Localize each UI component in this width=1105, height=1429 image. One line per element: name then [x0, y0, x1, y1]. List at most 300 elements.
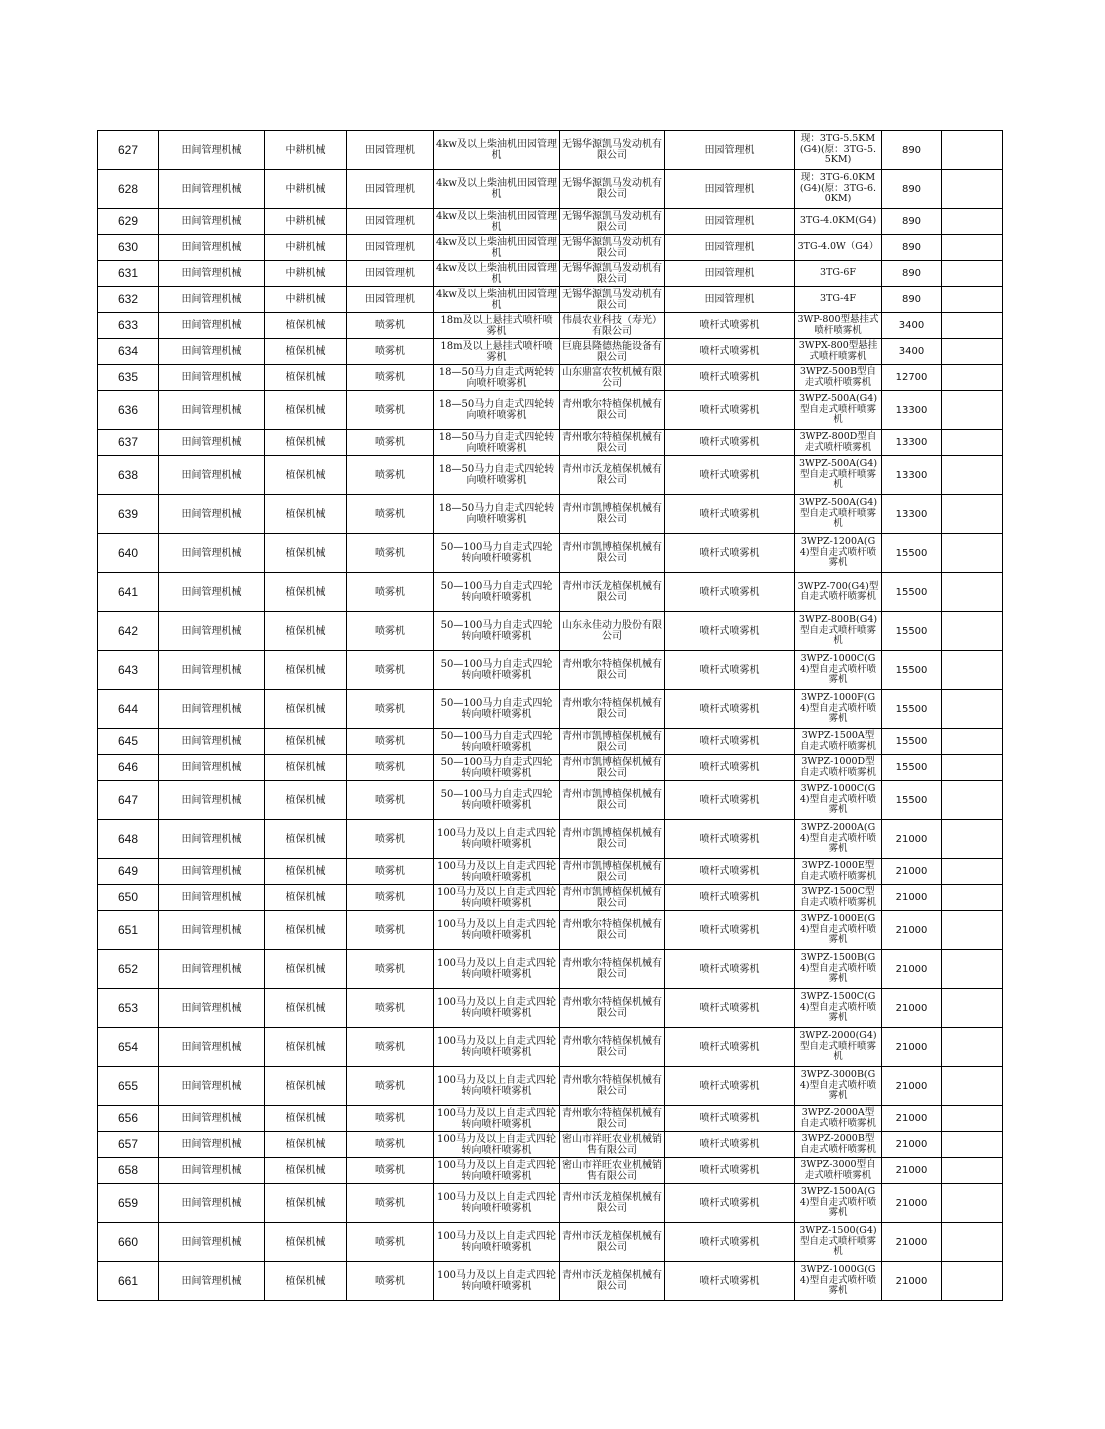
model-cell: 3WPZ-800B(G4)型自走式喷杆喷雾机 [795, 612, 882, 651]
manufacturer-cell: 青州歌尔特植保机械有限公司 [560, 950, 665, 989]
category-cell: 田间管理机械 [159, 1184, 265, 1223]
category-cell: 田间管理机械 [159, 287, 265, 313]
subcategory-cell: 植保机械 [265, 950, 347, 989]
remark-cell [942, 573, 1003, 612]
machine-type-cell: 喷杆式喷雾机 [665, 859, 795, 885]
machine-type-cell: 喷杆式喷雾机 [665, 573, 795, 612]
table-row [98, 989, 1003, 1028]
table-row [98, 1158, 1003, 1184]
row-number: 654 [98, 1028, 159, 1067]
subsidy-amount-cell: 21000 [882, 1132, 942, 1158]
grade-cell: 100马力及以上自走式四轮转向喷杆喷雾机 [434, 1223, 560, 1262]
item-cell: 喷雾机 [347, 1067, 434, 1106]
item-cell: 喷雾机 [347, 430, 434, 456]
manufacturer-cell: 密山市祥旺农业机械销售有限公司 [560, 1132, 665, 1158]
table-row [98, 729, 1003, 755]
table-row [98, 495, 1003, 534]
manufacturer-cell: 青州市沃龙植保机械有限公司 [560, 573, 665, 612]
manufacturer-cell: 青州市凯博植保机械有限公司 [560, 534, 665, 573]
remark-cell [942, 313, 1003, 339]
subcategory-cell: 植保机械 [265, 1106, 347, 1132]
grade-cell: 100马力及以上自走式四轮转向喷杆喷雾机 [434, 859, 560, 885]
item-cell: 田园管理机 [347, 209, 434, 235]
item-cell: 田园管理机 [347, 261, 434, 287]
grade-cell: 100马力及以上自走式四轮转向喷杆喷雾机 [434, 1184, 560, 1223]
remark-cell [942, 456, 1003, 495]
category-cell: 田间管理机械 [159, 339, 265, 365]
category-cell: 田间管理机械 [159, 391, 265, 430]
item-cell: 喷雾机 [347, 573, 434, 612]
row-number: 644 [98, 690, 159, 729]
grade-cell: 50—100马力自走式四轮转向喷杆喷雾机 [434, 729, 560, 755]
manufacturer-cell: 青州市凯博植保机械有限公司 [560, 755, 665, 781]
model-cell: 3WPZ-3000型自走式喷杆喷雾机 [795, 1158, 882, 1184]
model-cell: 3WPZ-2000(G4)型自走式喷杆喷雾机 [795, 1028, 882, 1067]
row-number: 641 [98, 573, 159, 612]
category-cell: 田间管理机械 [159, 365, 265, 391]
subcategory-cell: 植保机械 [265, 573, 347, 612]
item-cell: 喷雾机 [347, 1158, 434, 1184]
remark-cell [942, 911, 1003, 950]
table-row [98, 911, 1003, 950]
machine-type-cell: 田园管理机 [665, 170, 795, 209]
table-row [98, 430, 1003, 456]
remark-cell [942, 755, 1003, 781]
item-cell: 喷雾机 [347, 339, 434, 365]
remark-cell [942, 781, 1003, 820]
machine-type-cell: 喷杆式喷雾机 [665, 1184, 795, 1223]
subsidy-amount-cell: 21000 [882, 820, 942, 859]
subcategory-cell: 植保机械 [265, 859, 347, 885]
category-cell: 田间管理机械 [159, 612, 265, 651]
table-row [98, 534, 1003, 573]
subcategory-cell: 中耕机械 [265, 170, 347, 209]
row-number: 652 [98, 950, 159, 989]
model-cell: 3WPZ-500A(G4)型自走式喷杆喷雾机 [795, 391, 882, 430]
remark-cell [942, 859, 1003, 885]
machine-type-cell: 喷杆式喷雾机 [665, 781, 795, 820]
category-cell: 田间管理机械 [159, 430, 265, 456]
table-row [98, 1028, 1003, 1067]
model-cell: 3TG-4.0KM(G4) [795, 209, 882, 235]
category-cell: 田间管理机械 [159, 170, 265, 209]
row-number: 627 [98, 131, 159, 170]
manufacturer-cell: 密山市祥旺农业机械销售有限公司 [560, 1158, 665, 1184]
grade-cell: 4kw及以上柴油机田园管理机 [434, 209, 560, 235]
row-number: 645 [98, 729, 159, 755]
subcategory-cell: 植保机械 [265, 651, 347, 690]
subcategory-cell: 植保机械 [265, 820, 347, 859]
manufacturer-cell: 青州歌尔特植保机械有限公司 [560, 690, 665, 729]
machine-type-cell: 喷杆式喷雾机 [665, 1262, 795, 1301]
item-cell: 喷雾机 [347, 534, 434, 573]
subsidy-amount-cell: 15500 [882, 781, 942, 820]
remark-cell [942, 495, 1003, 534]
grade-cell: 50—100马力自走式四轮转向喷杆喷雾机 [434, 651, 560, 690]
model-cell: 3WPZ-1500C(G4)型自走式喷杆喷雾机 [795, 989, 882, 1028]
grade-cell: 100马力及以上自走式四轮转向喷杆喷雾机 [434, 885, 560, 911]
remark-cell [942, 1184, 1003, 1223]
model-cell: 现：3TG-6.0KM(G4)(原：3TG-6.0KM) [795, 170, 882, 209]
table-row [98, 1223, 1003, 1262]
row-number: 639 [98, 495, 159, 534]
manufacturer-cell: 山东永佳动力股份有限公司 [560, 612, 665, 651]
machine-type-cell: 田园管理机 [665, 209, 795, 235]
model-cell: 3WPZ-1000G(G4)型自走式喷杆喷雾机 [795, 1262, 882, 1301]
table-row [98, 131, 1003, 170]
grade-cell: 100马力及以上自走式四轮转向喷杆喷雾机 [434, 911, 560, 950]
row-number: 649 [98, 859, 159, 885]
machine-type-cell: 喷杆式喷雾机 [665, 1132, 795, 1158]
manufacturer-cell: 青州歌尔特植保机械有限公司 [560, 391, 665, 430]
subcategory-cell: 植保机械 [265, 1028, 347, 1067]
remark-cell [942, 690, 1003, 729]
row-number: 655 [98, 1067, 159, 1106]
grade-cell: 18m及以上悬挂式喷杆喷雾机 [434, 339, 560, 365]
model-cell: 3TG-4.0W（G4） [795, 235, 882, 261]
row-number: 635 [98, 365, 159, 391]
subsidy-amount-cell: 890 [882, 131, 942, 170]
grade-cell: 50—100马力自走式四轮转向喷杆喷雾机 [434, 534, 560, 573]
table-row [98, 885, 1003, 911]
row-number: 628 [98, 170, 159, 209]
machine-type-cell: 喷杆式喷雾机 [665, 911, 795, 950]
subcategory-cell: 植保机械 [265, 456, 347, 495]
category-cell: 田间管理机械 [159, 729, 265, 755]
category-cell: 田间管理机械 [159, 651, 265, 690]
table-row [98, 781, 1003, 820]
table-row [98, 287, 1003, 313]
item-cell: 喷雾机 [347, 495, 434, 534]
row-number: 659 [98, 1184, 159, 1223]
category-cell: 田间管理机械 [159, 1262, 265, 1301]
subsidy-amount-cell: 15500 [882, 612, 942, 651]
model-cell: 3WPZ-1000D型自走式喷杆喷雾机 [795, 755, 882, 781]
subcategory-cell: 植保机械 [265, 1132, 347, 1158]
item-cell: 喷雾机 [347, 989, 434, 1028]
machine-type-cell: 田园管理机 [665, 261, 795, 287]
subcategory-cell: 植保机械 [265, 1262, 347, 1301]
table-row [98, 950, 1003, 989]
manufacturer-cell: 无锡华源凯马发动机有限公司 [560, 235, 665, 261]
subcategory-cell: 植保机械 [265, 1067, 347, 1106]
row-number: 636 [98, 391, 159, 430]
subcategory-cell: 中耕机械 [265, 261, 347, 287]
grade-cell: 100马力及以上自走式四轮转向喷杆喷雾机 [434, 950, 560, 989]
subsidy-amount-cell: 3400 [882, 339, 942, 365]
subcategory-cell: 植保机械 [265, 1223, 347, 1262]
subsidy-amount-cell: 13300 [882, 430, 942, 456]
item-cell: 田园管理机 [347, 170, 434, 209]
item-cell: 喷雾机 [347, 820, 434, 859]
machine-type-cell: 喷杆式喷雾机 [665, 534, 795, 573]
table-row [98, 1262, 1003, 1301]
subsidy-amount-cell: 21000 [882, 989, 942, 1028]
subcategory-cell: 植保机械 [265, 755, 347, 781]
machine-type-cell: 喷杆式喷雾机 [665, 391, 795, 430]
subsidy-amount-cell: 15500 [882, 755, 942, 781]
category-cell: 田间管理机械 [159, 209, 265, 235]
manufacturer-cell: 青州市沃龙植保机械有限公司 [560, 456, 665, 495]
remark-cell [942, 885, 1003, 911]
grade-cell: 100马力及以上自走式四轮转向喷杆喷雾机 [434, 1262, 560, 1301]
item-cell: 喷雾机 [347, 391, 434, 430]
row-number: 656 [98, 1106, 159, 1132]
machine-type-cell: 喷杆式喷雾机 [665, 690, 795, 729]
machine-type-cell: 喷杆式喷雾机 [665, 1158, 795, 1184]
row-number: 650 [98, 885, 159, 911]
item-cell: 田园管理机 [347, 287, 434, 313]
item-cell: 喷雾机 [347, 1223, 434, 1262]
category-cell: 田间管理机械 [159, 313, 265, 339]
item-cell: 喷雾机 [347, 885, 434, 911]
subsidy-table [97, 130, 1003, 1301]
grade-cell: 18—50马力自走式四轮转向喷杆喷雾机 [434, 430, 560, 456]
machine-type-cell: 喷杆式喷雾机 [665, 1106, 795, 1132]
row-number: 643 [98, 651, 159, 690]
category-cell: 田间管理机械 [159, 1223, 265, 1262]
subcategory-cell: 中耕机械 [265, 209, 347, 235]
category-cell: 田间管理机械 [159, 495, 265, 534]
category-cell: 田间管理机械 [159, 989, 265, 1028]
remark-cell [942, 170, 1003, 209]
machine-type-cell: 喷杆式喷雾机 [665, 456, 795, 495]
remark-cell [942, 261, 1003, 287]
model-cell: 3WPZ-1000E型自走式喷杆喷雾机 [795, 859, 882, 885]
category-cell: 田间管理机械 [159, 820, 265, 859]
model-cell: 3WPX-800型悬挂式喷杆喷雾机 [795, 339, 882, 365]
subcategory-cell: 中耕机械 [265, 287, 347, 313]
table-row [98, 820, 1003, 859]
category-cell: 田间管理机械 [159, 235, 265, 261]
category-cell: 田间管理机械 [159, 131, 265, 170]
subsidy-amount-cell: 13300 [882, 391, 942, 430]
machine-type-cell: 田园管理机 [665, 131, 795, 170]
grade-cell: 100马力及以上自走式四轮转向喷杆喷雾机 [434, 1158, 560, 1184]
machine-type-cell: 喷杆式喷雾机 [665, 885, 795, 911]
model-cell: 3TG-6F [795, 261, 882, 287]
manufacturer-cell: 青州市凯博植保机械有限公司 [560, 495, 665, 534]
subcategory-cell: 植保机械 [265, 729, 347, 755]
item-cell: 喷雾机 [347, 755, 434, 781]
grade-cell: 18—50马力自走式四轮转向喷杆喷雾机 [434, 391, 560, 430]
manufacturer-cell: 无锡华源凯马发动机有限公司 [560, 261, 665, 287]
row-number: 629 [98, 209, 159, 235]
subsidy-amount-cell: 890 [882, 170, 942, 209]
model-cell: 3WPZ-1200A(G4)型自走式喷杆喷雾机 [795, 534, 882, 573]
machine-type-cell: 喷杆式喷雾机 [665, 495, 795, 534]
model-cell: 3WPZ-3000B(G4)型自走式喷杆喷雾机 [795, 1067, 882, 1106]
category-cell: 田间管理机械 [159, 1132, 265, 1158]
item-cell: 喷雾机 [347, 1028, 434, 1067]
row-number: 638 [98, 456, 159, 495]
model-cell: 现：3TG-5.5KM(G4)(原：3TG-5.5KM) [795, 131, 882, 170]
subcategory-cell: 植保机械 [265, 534, 347, 573]
model-cell: 3WPZ-700(G4)型自走式喷杆喷雾机 [795, 573, 882, 612]
item-cell: 喷雾机 [347, 1106, 434, 1132]
subcategory-cell: 植保机械 [265, 1158, 347, 1184]
remark-cell [942, 989, 1003, 1028]
remark-cell [942, 131, 1003, 170]
manufacturer-cell: 青州歌尔特植保机械有限公司 [560, 1106, 665, 1132]
category-cell: 田间管理机械 [159, 261, 265, 287]
item-cell: 喷雾机 [347, 1184, 434, 1223]
table-row [98, 612, 1003, 651]
item-cell: 喷雾机 [347, 612, 434, 651]
subcategory-cell: 中耕机械 [265, 235, 347, 261]
machine-type-cell: 田园管理机 [665, 235, 795, 261]
model-cell: 3WPZ-1500A型自走式喷杆喷雾机 [795, 729, 882, 755]
remark-cell [942, 950, 1003, 989]
remark-cell [942, 430, 1003, 456]
remark-cell [942, 820, 1003, 859]
subsidy-amount-cell: 21000 [882, 1158, 942, 1184]
grade-cell: 18—50马力自走式四轮转向喷杆喷雾机 [434, 456, 560, 495]
subsidy-amount-cell: 21000 [882, 1223, 942, 1262]
subcategory-cell: 植保机械 [265, 339, 347, 365]
item-cell: 喷雾机 [347, 313, 434, 339]
remark-cell [942, 391, 1003, 430]
grade-cell: 100马力及以上自走式四轮转向喷杆喷雾机 [434, 989, 560, 1028]
item-cell: 田园管理机 [347, 131, 434, 170]
item-cell: 喷雾机 [347, 456, 434, 495]
model-cell: 3WPZ-1500(G4)型自走式喷杆喷雾机 [795, 1223, 882, 1262]
row-number: 658 [98, 1158, 159, 1184]
subsidy-amount-cell: 15500 [882, 729, 942, 755]
row-number: 661 [98, 1262, 159, 1301]
subcategory-cell: 植保机械 [265, 391, 347, 430]
manufacturer-cell: 青州市凯博植保机械有限公司 [560, 729, 665, 755]
remark-cell [942, 612, 1003, 651]
item-cell: 喷雾机 [347, 365, 434, 391]
manufacturer-cell: 青州市沃龙植保机械有限公司 [560, 1184, 665, 1223]
table-row [98, 1184, 1003, 1223]
machine-type-cell: 喷杆式喷雾机 [665, 1028, 795, 1067]
category-cell: 田间管理机械 [159, 781, 265, 820]
machine-type-cell: 喷杆式喷雾机 [665, 313, 795, 339]
table-row [98, 391, 1003, 430]
category-cell: 田间管理机械 [159, 885, 265, 911]
remark-cell [942, 365, 1003, 391]
grade-cell: 50—100马力自走式四轮转向喷杆喷雾机 [434, 781, 560, 820]
machine-type-cell: 喷杆式喷雾机 [665, 365, 795, 391]
subsidy-amount-cell: 890 [882, 235, 942, 261]
category-cell: 田间管理机械 [159, 573, 265, 612]
manufacturer-cell: 巨鹿县隆德热能设备有限公司 [560, 339, 665, 365]
model-cell: 3WPZ-1000E(G4)型自走式喷杆喷雾机 [795, 911, 882, 950]
grade-cell: 4kw及以上柴油机田园管理机 [434, 170, 560, 209]
subsidy-amount-cell: 21000 [882, 1262, 942, 1301]
remark-cell [942, 1067, 1003, 1106]
manufacturer-cell: 无锡华源凯马发动机有限公司 [560, 209, 665, 235]
category-cell: 田间管理机械 [159, 755, 265, 781]
item-cell: 田园管理机 [347, 235, 434, 261]
remark-cell [942, 339, 1003, 365]
subsidy-amount-cell: 890 [882, 287, 942, 313]
subcategory-cell: 植保机械 [265, 690, 347, 729]
subsidy-amount-cell: 21000 [882, 1106, 942, 1132]
machine-type-cell: 喷杆式喷雾机 [665, 651, 795, 690]
manufacturer-cell: 青州歌尔特植保机械有限公司 [560, 651, 665, 690]
subsidy-amount-cell: 21000 [882, 1067, 942, 1106]
row-number: 631 [98, 261, 159, 287]
category-cell: 田间管理机械 [159, 1106, 265, 1132]
model-cell: 3WP-800型悬挂式喷杆喷雾机 [795, 313, 882, 339]
remark-cell [942, 651, 1003, 690]
item-cell: 喷雾机 [347, 950, 434, 989]
table-row [98, 690, 1003, 729]
grade-cell: 4kw及以上柴油机田园管理机 [434, 261, 560, 287]
subsidy-amount-cell: 15500 [882, 690, 942, 729]
manufacturer-cell: 伟晨农业科技（寿光）有限公司 [560, 313, 665, 339]
subcategory-cell: 植保机械 [265, 430, 347, 456]
category-cell: 田间管理机械 [159, 534, 265, 573]
table-row [98, 339, 1003, 365]
subsidy-amount-cell: 15500 [882, 573, 942, 612]
machine-type-cell: 喷杆式喷雾机 [665, 430, 795, 456]
item-cell: 喷雾机 [347, 651, 434, 690]
item-cell: 喷雾机 [347, 781, 434, 820]
manufacturer-cell: 青州歌尔特植保机械有限公司 [560, 1067, 665, 1106]
subsidy-amount-cell: 15500 [882, 534, 942, 573]
subcategory-cell: 植保机械 [265, 313, 347, 339]
row-number: 637 [98, 430, 159, 456]
subsidy-amount-cell: 21000 [882, 1184, 942, 1223]
category-cell: 田间管理机械 [159, 690, 265, 729]
item-cell: 喷雾机 [347, 911, 434, 950]
remark-cell [942, 235, 1003, 261]
table-row [98, 1106, 1003, 1132]
row-number: 660 [98, 1223, 159, 1262]
subcategory-cell: 植保机械 [265, 911, 347, 950]
manufacturer-cell: 青州市凯博植保机械有限公司 [560, 885, 665, 911]
model-cell: 3WPZ-1500C型自走式喷杆喷雾机 [795, 885, 882, 911]
subsidy-amount-cell: 3400 [882, 313, 942, 339]
grade-cell: 100马力及以上自走式四轮转向喷杆喷雾机 [434, 1028, 560, 1067]
remark-cell [942, 1158, 1003, 1184]
machine-type-cell: 喷杆式喷雾机 [665, 950, 795, 989]
table-row [98, 456, 1003, 495]
remark-cell [942, 729, 1003, 755]
row-number: 651 [98, 911, 159, 950]
subsidy-amount-cell: 13300 [882, 456, 942, 495]
model-cell: 3WPZ-1000C(G4)型自走式喷杆喷雾机 [795, 651, 882, 690]
machine-type-cell: 喷杆式喷雾机 [665, 612, 795, 651]
grade-cell: 18—50马力自走式四轮转向喷杆喷雾机 [434, 495, 560, 534]
machine-type-cell: 喷杆式喷雾机 [665, 989, 795, 1028]
grade-cell: 100马力及以上自走式四轮转向喷杆喷雾机 [434, 1132, 560, 1158]
grade-cell: 50—100马力自走式四轮转向喷杆喷雾机 [434, 690, 560, 729]
model-cell: 3WPZ-1500A(G4)型自走式喷杆喷雾机 [795, 1184, 882, 1223]
item-cell: 喷雾机 [347, 859, 434, 885]
machine-type-cell: 喷杆式喷雾机 [665, 755, 795, 781]
model-cell: 3WPZ-2000A(G4)型自走式喷杆喷雾机 [795, 820, 882, 859]
grade-cell: 18—50马力自走式两轮转向喷杆喷雾机 [434, 365, 560, 391]
category-cell: 田间管理机械 [159, 911, 265, 950]
model-cell: 3WPZ-1500B(G4)型自走式喷杆喷雾机 [795, 950, 882, 989]
subsidy-amount-cell: 890 [882, 261, 942, 287]
machine-type-cell: 喷杆式喷雾机 [665, 1223, 795, 1262]
manufacturer-cell: 青州市沃龙植保机械有限公司 [560, 1223, 665, 1262]
category-cell: 田间管理机械 [159, 859, 265, 885]
row-number: 630 [98, 235, 159, 261]
row-number: 633 [98, 313, 159, 339]
manufacturer-cell: 无锡华源凯马发动机有限公司 [560, 131, 665, 170]
grade-cell: 50—100马力自走式四轮转向喷杆喷雾机 [434, 755, 560, 781]
grade-cell: 100马力及以上自走式四轮转向喷杆喷雾机 [434, 820, 560, 859]
subsidy-amount-cell: 21000 [882, 859, 942, 885]
model-cell: 3WPZ-2000B型自走式喷杆喷雾机 [795, 1132, 882, 1158]
